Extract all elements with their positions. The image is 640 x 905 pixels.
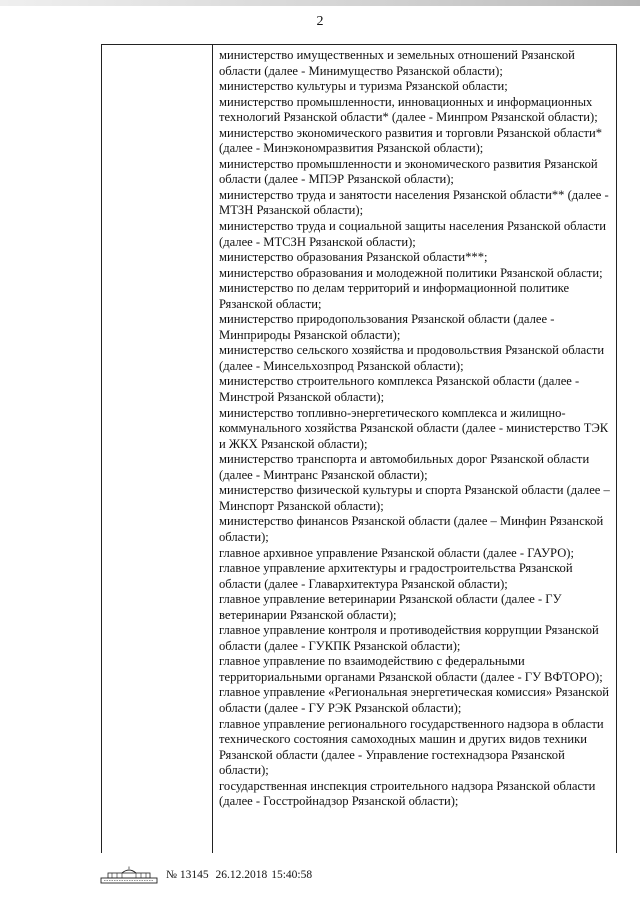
list-item: государственная инспекция строительного надзора Рязанской области (далее - Госстройнадзор Рязанской области); bbox=[219, 778, 596, 809]
list-item: министерство труда и социальной защиты населения Рязанской области (далее - МТСЗН Рязанской области); bbox=[219, 219, 606, 249]
list-item: министерство промышленности, инновационных и информационных технологий Рязанской области* (далее - Минпром Рязанской области); bbox=[219, 94, 598, 125]
list-item: министерство финансов Рязанской области (далее – Минфин Рязанской области); bbox=[219, 514, 604, 544]
list-item: главное управление контроля и противодействия коррупции Рязанской области (далее - ГУКПК Рязанской области); bbox=[219, 623, 599, 653]
document-date: 26.12.2018 bbox=[215, 869, 268, 881]
list-item: министерство топливно-энергетического комплекса и жилищно-коммунального хозяйства Рязанской области (далее - министерство ТЭК и ЖКХ Рязанской области); bbox=[219, 405, 609, 451]
list-item: министерство образования Рязанской области***; bbox=[219, 250, 488, 265]
list-item: министерство транспорта и автомобильных дорог Рязанской области (далее - Минтранс Рязанской области); bbox=[219, 452, 590, 482]
list-item: министерство строительного комплекса Рязанской области (далее - Минстрой Рязанской области); bbox=[219, 374, 580, 405]
document-footer bbox=[100, 866, 316, 884]
list-item: министерство имущественных и земельных отношений Рязанской области (далее - Минимущество Рязанской области); bbox=[219, 48, 575, 78]
scan-edge-shadow bbox=[0, 0, 640, 6]
list-item: главное управление «Региональная энергетическая комиссия» Рязанской области (далее - ГУ РЭК Рязанской области); bbox=[219, 685, 610, 715]
list-item: главное управление по взаимодействию с федеральными территориальными органами Рязанской области (далее - ГУ ВФТОРО); bbox=[219, 654, 603, 684]
organization-list bbox=[219, 48, 615, 810]
list-item: главное управление ветеринарии Рязанской области (далее - ГУ ветеринарии Рязанской области); bbox=[219, 592, 562, 622]
government-building-logo-icon bbox=[100, 866, 158, 884]
list-item: министерство труда и занятости населения Рязанской области** (далее - МТЗН Рязанской области); bbox=[219, 187, 609, 218]
list-item: министерство сельского хозяйства и продовольствия Рязанской области (далее - Минсельхозпрод Рязанской области); bbox=[219, 343, 605, 373]
list-item: министерство природопользования Рязанской области (далее - Минприроды Рязанской области); bbox=[219, 312, 555, 342]
registration-stamp bbox=[166, 869, 316, 881]
list-item: министерство физической культуры и спорта Рязанской области (далее – Минспорт Рязанской области); bbox=[219, 483, 610, 513]
document-number: № 13145 bbox=[166, 869, 209, 881]
list-item: министерство по делам территорий и информационной политике Рязанской области; bbox=[219, 281, 570, 311]
list-item: министерство образования и молодежной политики Рязанской области; bbox=[219, 265, 603, 280]
document-time: 15:40:58 bbox=[271, 869, 313, 881]
table-column-divider bbox=[212, 44, 213, 853]
list-item: главное управление регионального государственного надзора в области технического состояния самоходных машин и других видов техники Рязанской области (далее - Управление гостехнадзора Рязанской области); bbox=[219, 716, 604, 778]
page-number: 2 bbox=[316, 14, 324, 29]
list-item: главное управление архитектуры и градостроительства Рязанской области (далее - Главархитектура Рязанской области); bbox=[219, 561, 573, 591]
list-item: министерство экономического развития и торговли Рязанской области* (далее - Минэкономразвития Рязанской области); bbox=[219, 125, 603, 156]
list-item: министерство промышленности и экономического развития Рязанской области (далее - МПЭР Рязанской области); bbox=[219, 156, 598, 187]
list-item: главное архивное управление Рязанской области (далее - ГАУРО); bbox=[219, 545, 575, 560]
list-item: министерство культуры и туризма Рязанской области; bbox=[219, 79, 508, 94]
